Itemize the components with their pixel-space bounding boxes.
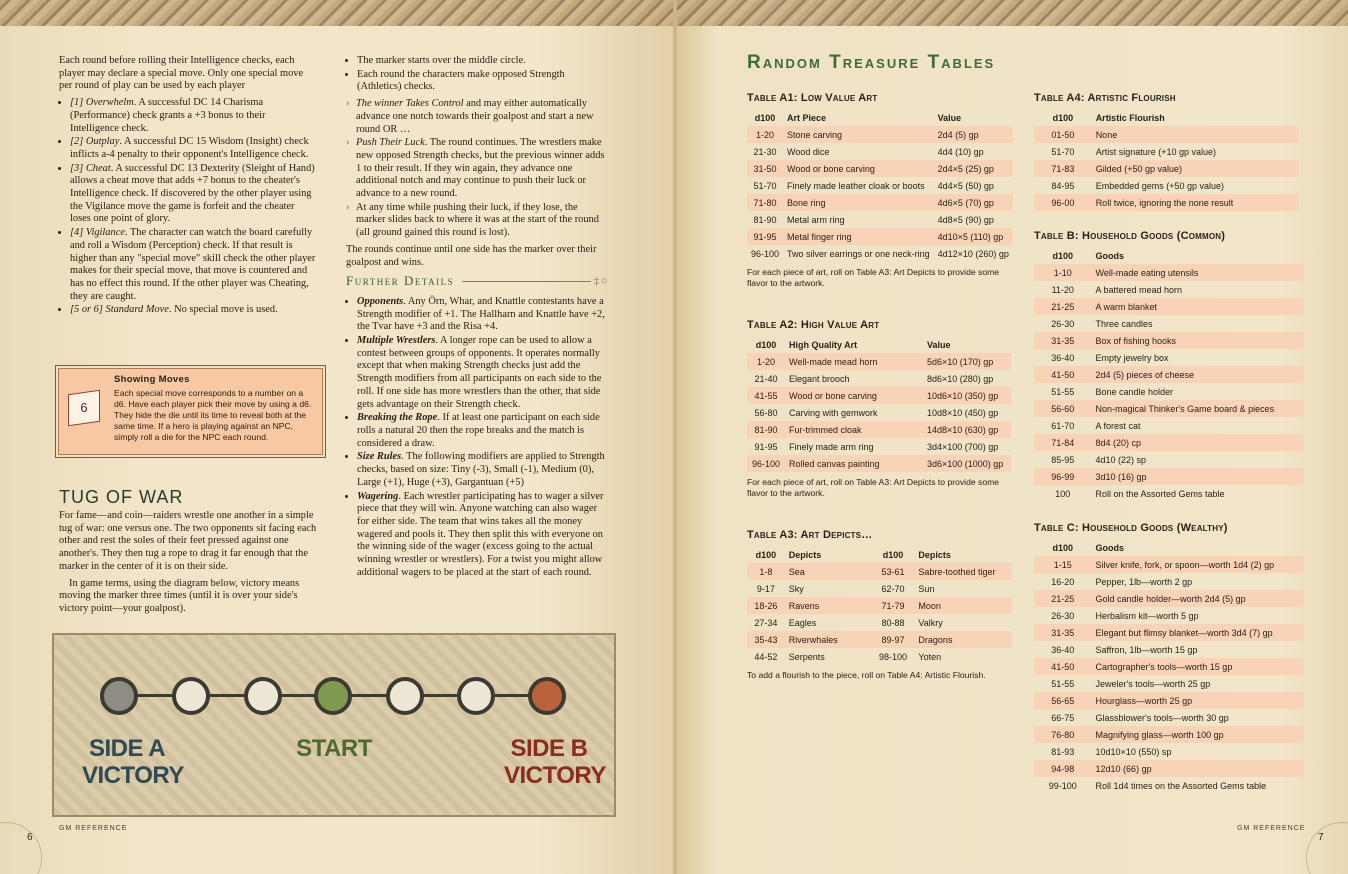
table-row bbox=[747, 455, 1011, 472]
notch-circle bbox=[386, 677, 424, 715]
table-cell: Gold candle holder—worth 2d4 (5) gp bbox=[1092, 590, 1304, 607]
table-cell: 56-65 bbox=[1034, 692, 1092, 709]
table-row bbox=[747, 421, 1011, 438]
knotwork-corner bbox=[1306, 822, 1348, 874]
table-cell: 10d8×10 (450) gp bbox=[927, 407, 999, 418]
table-row bbox=[1034, 726, 1304, 743]
table-row bbox=[747, 245, 1013, 262]
table-row bbox=[747, 438, 1011, 455]
table-title: Table C: Household Goods (Wealthy) bbox=[1034, 522, 1228, 534]
table-c bbox=[1034, 522, 1304, 794]
list-item: • [1] Overwhelm. A successful DC 14 Charisma (Performance) check grants a +3 bonus to their Intelligence check. bbox=[70, 97, 317, 135]
table-cell: 31-35 bbox=[1034, 624, 1092, 641]
table-cell: 4d4×5 (50) gp bbox=[937, 180, 994, 191]
table-a1 bbox=[747, 92, 1012, 289]
list-item: • Opponents. Any Örn, Whar, and Knattle contestants have a Strength modifier of +1. The Hallharn and Knattle have +2, the Tvar have +3 and the Risa +4. bbox=[357, 296, 609, 334]
table-header-row bbox=[1034, 539, 1304, 556]
table-cell: 66-75 bbox=[1051, 712, 1075, 723]
table-cell: Well-made mead horn bbox=[785, 353, 923, 370]
list-item: • Each round the characters make opposed Strength (Athletics) checks. bbox=[357, 69, 609, 94]
sidebar-title: Showing Moves bbox=[114, 374, 190, 385]
table-cell: Gilded (+50 gp value) bbox=[1092, 160, 1299, 177]
special-move-intro: Each round before rolling their Intelligence checks, each player may declare a special move. Only one special move per round of play can be used by each player bbox=[59, 55, 304, 92]
table-cell: Finely made arm ring bbox=[789, 441, 874, 452]
table-cell: Bone ring bbox=[783, 194, 934, 211]
tug-of-war-heading: TUG OF WAR bbox=[59, 487, 184, 507]
table-cell: 4d4 (10) gp bbox=[937, 146, 984, 157]
table-row bbox=[1034, 143, 1299, 160]
table-row bbox=[1034, 675, 1304, 692]
notch-circle bbox=[244, 677, 282, 715]
table bbox=[747, 546, 1012, 665]
table-row bbox=[1034, 658, 1304, 675]
table-cell: Cartographer's tools—worth 15 gp bbox=[1092, 658, 1304, 675]
column-header: High Quality Art bbox=[789, 339, 858, 350]
table-cell: 10d10×10 (550) sp bbox=[1095, 746, 1172, 757]
table-cell: Bone candle holder bbox=[1095, 386, 1174, 397]
table-cell: 4d6×5 (70) gp bbox=[934, 194, 1013, 211]
special-move-list bbox=[59, 97, 317, 317]
table bbox=[747, 109, 1013, 262]
table-row bbox=[1034, 590, 1304, 607]
table-cell: Glassblower's tools—worth 30 gp bbox=[1095, 712, 1229, 723]
table-row bbox=[747, 370, 1011, 387]
table-cell: 85-95 bbox=[1051, 454, 1075, 465]
table-note: For each piece of art, roll on Table A3: Art Depicts to provide some flavor to the artwork. bbox=[747, 477, 1000, 498]
table-cell: 21-25 bbox=[1034, 298, 1091, 315]
table-cell: 8d4 (20) cp bbox=[1091, 434, 1304, 451]
column-header: d100 bbox=[1052, 250, 1073, 261]
table-row bbox=[747, 143, 1013, 160]
table-cell: 51-55 bbox=[1051, 386, 1075, 397]
column-header: Art Piece bbox=[787, 112, 827, 123]
table-cell: 4d8×5 (90) gp bbox=[937, 214, 994, 225]
table-row bbox=[1034, 743, 1304, 760]
list-item: › At any time while pushing their luck, if they lose, the marker slides back to where it was at the start of the round (all ground gained this round is lost). bbox=[356, 202, 609, 240]
table-header-row bbox=[1034, 109, 1299, 126]
table-row bbox=[1034, 315, 1304, 332]
table-cell: Pepper, 1lb—worth 2 gp bbox=[1095, 576, 1193, 587]
table-row bbox=[747, 211, 1013, 228]
table-row bbox=[747, 194, 1013, 211]
table-cell: Two silver earrings or one neck-ring bbox=[787, 248, 930, 259]
table-row bbox=[1034, 281, 1304, 298]
table-row bbox=[1034, 417, 1304, 434]
table-cell: Embedded gems (+50 gp value) bbox=[1095, 180, 1225, 191]
showing-moves-sidebar bbox=[58, 368, 323, 455]
table-cell: Sun bbox=[918, 583, 935, 594]
table-cell: 96-99 bbox=[1034, 468, 1091, 485]
table-cell: 56-80 bbox=[754, 407, 778, 418]
table-cell: 1-8 bbox=[747, 563, 785, 580]
table-row bbox=[1034, 624, 1304, 641]
table-cell: 91-95 bbox=[754, 441, 778, 452]
knotwork-corner bbox=[0, 822, 42, 874]
table-cell: None bbox=[1092, 126, 1299, 143]
left-column-2 bbox=[346, 55, 609, 583]
list-item: • [2] Outplay. A successful DC 15 Wisdom (Insight) check inflicts a-4 penalty to their opponent's Intelligence check. bbox=[70, 136, 317, 161]
table-cell: 31-50 bbox=[747, 160, 783, 177]
table-row bbox=[747, 160, 1013, 177]
table-cell: 8d6×10 (280) gp bbox=[927, 373, 994, 384]
table-cell: Sea bbox=[785, 563, 872, 580]
table-row bbox=[747, 177, 1013, 194]
list-item: • Multiple Wrestlers. A longer rope can be used to allow a contest between groups of opponents. It operates normally except that when making Strength checks just add the Strength modifiers from all participants on each side to the roll. If one side has more wrestlers than the other, that side gets advantage on their Strength check. bbox=[357, 335, 609, 411]
table-cell: 11-20 bbox=[1051, 284, 1074, 295]
table-cell: 94-98 bbox=[1034, 760, 1092, 777]
table-cell: Riverwhales bbox=[785, 631, 872, 648]
table-cell: 36-40 bbox=[1051, 352, 1075, 363]
table-cell: 26-30 bbox=[1051, 610, 1075, 621]
table-row bbox=[1034, 641, 1304, 658]
table-row bbox=[1034, 434, 1304, 451]
table-cell: 99-100 bbox=[1048, 780, 1077, 791]
table-header-row bbox=[747, 109, 1013, 126]
d6-die-icon: 6 bbox=[68, 390, 100, 426]
page-number-right: 7 bbox=[1318, 832, 1324, 843]
table-cell: 96-00 bbox=[1034, 194, 1092, 211]
list-item: › The winner Takes Control and may either automatically advance one notch towards their goalpost and start a new round OR … bbox=[356, 98, 609, 136]
table-row bbox=[1034, 485, 1304, 502]
table-cell: Yoten bbox=[918, 651, 942, 662]
list-item: • [4] Vigilance. The character can watch the board carefully and roll a Wisdom (Perception) check. If that result is higher than any "special move" skill check the other player makes for their special move, that move is countered and has no effect this round. If the other player was Cheating, they are caught. bbox=[70, 227, 317, 303]
table-cell: Stone carving bbox=[783, 126, 934, 143]
table-cell: Saffron, 1lb—worth 15 gp bbox=[1095, 644, 1198, 655]
table-row bbox=[747, 580, 1012, 597]
table-cell: 96-100 bbox=[747, 455, 785, 472]
table-cell: 2d4 (5) gp bbox=[934, 126, 1013, 143]
table-title: Table B: Household Goods (Common) bbox=[1034, 230, 1226, 242]
table-title: Table A2: High Value Art bbox=[747, 319, 880, 331]
page-number-left: 6 bbox=[27, 832, 33, 843]
table-cell: Eagles bbox=[788, 617, 817, 628]
column-header: Artistic Flourish bbox=[1095, 112, 1165, 123]
table-cell: Elegant brooch bbox=[789, 373, 850, 384]
table-row bbox=[747, 563, 1012, 580]
table-row bbox=[1034, 607, 1304, 624]
table-cell: 1-15 bbox=[1034, 556, 1092, 573]
table-cell: Sabre-toothed tiger bbox=[914, 563, 1012, 580]
table-cell: 10d6×10 (350) gp bbox=[923, 387, 1011, 404]
list-item: • Wagering. Each wrestler participating has to wager a silver piece that they will win. Anyone watching can also wager for either side. The team that wins takes all the money wagered and pools it. They then split this with everyone on the winning side of the wager (excess going to the actual winning wrestler or wrestlers). For a twist you might allow additional wagers to be placed at the start of each round. bbox=[357, 491, 609, 580]
table-cell: 5d6×10 (170) gp bbox=[923, 353, 1011, 370]
table-row bbox=[747, 597, 1012, 614]
side-a-label: SIDE A VICTORY bbox=[82, 735, 184, 789]
table-header-row bbox=[747, 546, 1012, 563]
paragraph: The rounds continue until one side has the marker over their goalpost and wins. bbox=[346, 243, 597, 268]
table-cell: 71-84 bbox=[1034, 434, 1091, 451]
table-cell: 2d4 (5) pieces of cheese bbox=[1091, 366, 1304, 383]
start-circle bbox=[314, 677, 352, 715]
table-row bbox=[1034, 573, 1304, 590]
table-cell: 41-55 bbox=[747, 387, 785, 404]
table-cell: A warm blanket bbox=[1091, 298, 1304, 315]
table-cell: 31-35 bbox=[1034, 332, 1091, 349]
table-cell: Sky bbox=[788, 583, 804, 594]
table-row bbox=[1034, 692, 1304, 709]
table-cell: 71-79 bbox=[872, 597, 915, 614]
table-row bbox=[747, 126, 1013, 143]
table-cell: 41-50 bbox=[1034, 658, 1092, 675]
table-cell: 71-80 bbox=[747, 194, 783, 211]
tug-of-war-diagram bbox=[52, 633, 616, 817]
table-cell: 01-50 bbox=[1034, 126, 1092, 143]
table-cell: A forest cat bbox=[1095, 420, 1141, 431]
column-header: d100 bbox=[754, 112, 776, 123]
knotwork-border bbox=[677, 0, 1348, 26]
table-cell: Carving with gemwork bbox=[789, 407, 878, 418]
table-cell: Empty jewelry box bbox=[1095, 352, 1169, 363]
table-cell: 56-60 bbox=[1034, 400, 1091, 417]
list-item: • Size Rules. The following modifiers are applied to Strength checks, based on size: Tiny (-3), Small (-1), Medium (0), Large (+1), Huge (+3), Gargantuan (+5) bbox=[357, 451, 609, 489]
table-cell: 4d10×5 (110) gp bbox=[934, 228, 1013, 245]
sidebar-body: Each special move corresponds to a number on a d6. Have each player pick their move by using a d6. They hide the die until its time to reveal both at the same time. If a hero is playing against an NPC, simply roll a die for the NPC each round. bbox=[114, 388, 312, 442]
table-row bbox=[1034, 451, 1304, 468]
column-header: d100 bbox=[755, 549, 777, 560]
list-item: › Push Their Luck. The round continues. The wrestlers make new opposed Strength checks, but the previous winner adds 1 to their result. If they win again, they advance one additional notch and may continue to push their luck or advance to a new round. bbox=[356, 137, 609, 201]
table-note: For each piece of art, roll on Table A3: Art Depicts to provide some flavor to the artwork. bbox=[747, 267, 1000, 288]
further-details-list bbox=[346, 296, 609, 579]
table bbox=[1034, 109, 1299, 211]
table-cell: 91-95 bbox=[747, 228, 783, 245]
table-cell: 71-83 bbox=[1034, 160, 1092, 177]
knotwork-border bbox=[0, 0, 673, 26]
table-cell: 3d4×100 (700) gp bbox=[927, 441, 999, 452]
table-cell: 1-10 bbox=[1034, 264, 1091, 281]
table-row bbox=[1034, 298, 1304, 315]
table-cell: Wood or bone carving bbox=[785, 387, 923, 404]
table-row bbox=[747, 387, 1011, 404]
table-cell: Silver knife, fork, or spoon—worth 1d4 (2) gp bbox=[1092, 556, 1304, 573]
table-cell: Ravens bbox=[785, 597, 872, 614]
list-item: • [3] Cheat. A successful DC 13 Dexterity (Sleight of Hand) allows a cheat move that adds +7 bonus to the cheater's Intelligence check. If discovered by the other player using the Vigilance move the game is forfeit and the cheater loses one point of glory. bbox=[70, 163, 317, 227]
table-cell: 21-25 bbox=[1034, 590, 1092, 607]
rules-list bbox=[346, 55, 609, 94]
tug-of-war-intro bbox=[59, 510, 319, 620]
table-cell: Roll on the Assorted Gems table bbox=[1095, 488, 1225, 499]
table-cell: 84-95 bbox=[1051, 180, 1075, 191]
table-row bbox=[747, 404, 1011, 421]
table-row bbox=[1034, 709, 1304, 726]
table-row bbox=[1034, 177, 1299, 194]
further-details-heading: Further Details ‡○ bbox=[346, 273, 609, 289]
table-cell: Artist signature (+10 gp value) bbox=[1095, 146, 1217, 157]
table-cell: Box of fishing hooks bbox=[1091, 332, 1304, 349]
table-cell: 14d8×10 (630) gp bbox=[923, 421, 1011, 438]
table-cell: Finely made leather cloak or boots bbox=[787, 180, 925, 191]
table-cell: 2d4×5 (25) gp bbox=[934, 160, 1013, 177]
table-cell: Wood dice bbox=[787, 146, 830, 157]
table-cell: 4d10 (22) sp bbox=[1095, 454, 1147, 465]
goalpost-b-circle bbox=[528, 677, 566, 715]
table bbox=[747, 336, 1011, 472]
table-row bbox=[1034, 468, 1304, 485]
table-cell: 44-52 bbox=[754, 651, 778, 662]
table-cell: Roll 1d4 times on the Assorted Gems table bbox=[1095, 780, 1267, 791]
table-cell: 21-30 bbox=[753, 146, 777, 157]
table-cell: Well-made eating utensils bbox=[1091, 264, 1304, 281]
table-cell: Hourglass—worth 25 gp bbox=[1092, 692, 1304, 709]
column-header: d100 bbox=[1052, 542, 1074, 553]
table-cell: Roll twice, ignoring the none result bbox=[1092, 194, 1299, 211]
notch-circle bbox=[172, 677, 210, 715]
table bbox=[1034, 247, 1304, 502]
table-cell: 81-90 bbox=[747, 421, 785, 438]
table-cell: Serpents bbox=[788, 651, 825, 662]
table-b bbox=[1034, 230, 1304, 502]
table-cell: Elegant but flimsy blanket—worth 3d4 (7) gp bbox=[1092, 624, 1304, 641]
table-cell: 26-30 bbox=[1051, 318, 1075, 329]
table-row bbox=[1034, 194, 1299, 211]
table-cell: Moon bbox=[914, 597, 1012, 614]
table-cell: 1-20 bbox=[747, 126, 783, 143]
table-header-row bbox=[1034, 247, 1304, 264]
column-header: Goods bbox=[1095, 250, 1124, 261]
table-cell: A battered mead horn bbox=[1095, 284, 1183, 295]
table-cell: 18-26 bbox=[747, 597, 785, 614]
table-cell: 61-70 bbox=[1051, 420, 1075, 431]
table-row bbox=[747, 631, 1012, 648]
column-header: Value bbox=[927, 339, 951, 350]
column-header: Depicts bbox=[918, 549, 951, 560]
table-row bbox=[747, 228, 1013, 245]
table-row bbox=[1034, 760, 1304, 777]
table-cell: 98-100 bbox=[879, 651, 908, 662]
start-label: START bbox=[296, 735, 372, 762]
table-row bbox=[1034, 349, 1304, 366]
table-cell: 41-50 bbox=[1034, 366, 1091, 383]
paragraph: For fame—and coin—raiders wrestle one another in a simple tug of war: one versus one. The two opponents sit facing each other and rest the soles of their feet pressed against one another's. They then tug a rope to drag it far enough that the marker in the center of it is on their side. bbox=[59, 510, 317, 572]
list-item: • [5 or 6] Standard Move. No special move is used. bbox=[70, 304, 317, 317]
table-cell: 81-93 bbox=[1051, 746, 1075, 757]
side-b-label: SIDE B VICTORY bbox=[504, 735, 606, 789]
table-title: Table A4: Artistic Flourish bbox=[1034, 92, 1176, 104]
column-header: Depicts bbox=[788, 549, 822, 560]
table-cell: 21-40 bbox=[754, 373, 778, 384]
table-cell: Non-magical Thinker's Game board & pieces bbox=[1091, 400, 1304, 417]
table-a3 bbox=[747, 529, 1012, 681]
table-row bbox=[1034, 160, 1299, 177]
notch-circle bbox=[457, 677, 495, 715]
table-note: To add a flourish to the piece, roll on Table A4: Artistic Flourish. bbox=[747, 670, 986, 680]
table-row bbox=[747, 614, 1012, 631]
column-header: d100 bbox=[1052, 112, 1074, 123]
table-cell: 27-34 bbox=[754, 617, 778, 628]
table-row bbox=[1034, 332, 1304, 349]
paragraph: In game terms, using the diagram below, victory means moving the marker three times (until it is over your side's victory point—your goalpost). bbox=[59, 577, 300, 614]
round-options-list bbox=[346, 98, 609, 240]
table-row bbox=[1034, 777, 1304, 794]
table-row bbox=[1034, 383, 1304, 400]
table-cell: 12d10 (66) gp bbox=[1092, 760, 1304, 777]
table-cell: Metal arm ring bbox=[787, 214, 845, 225]
table-cell: 100 bbox=[1055, 488, 1071, 499]
table-cell: 76-80 bbox=[1034, 726, 1092, 743]
table-row bbox=[1034, 366, 1304, 383]
table-title: Table A3: Art Depicts… bbox=[747, 529, 873, 541]
table-cell: 3d10 (16) gp bbox=[1091, 468, 1304, 485]
table-cell: 9-17 bbox=[756, 583, 775, 594]
table-row bbox=[747, 353, 1011, 370]
table-cell: 51-55 bbox=[1051, 678, 1075, 689]
table-cell: 89-97 bbox=[872, 631, 915, 648]
table-cell: 1-20 bbox=[747, 353, 785, 370]
table-cell: 51-70 bbox=[753, 180, 777, 191]
goalpost-a-circle bbox=[100, 677, 138, 715]
list-item: • Breaking the Rope. If at least one participant on each side rolls a natural 20 then the rope breaks and the match is considered a draw. bbox=[357, 412, 609, 450]
knot-ornament-icon: ‡○ bbox=[593, 275, 609, 288]
column-header: d100 bbox=[755, 339, 777, 350]
running-header-left: GM REFERENCE bbox=[59, 825, 128, 832]
table-cell: Fur-trimmed cloak bbox=[785, 421, 923, 438]
table-cell: 3d6×100 (1000) gp bbox=[923, 455, 1011, 472]
table-cell: Three candles bbox=[1095, 318, 1153, 329]
table-cell: 36-40 bbox=[1051, 644, 1075, 655]
table-cell: Valkry bbox=[918, 617, 943, 628]
table-a2 bbox=[747, 319, 1012, 499]
table-a4 bbox=[1034, 92, 1299, 211]
table-cell: Dragons bbox=[914, 631, 1012, 648]
table-cell: Magnifying glass—worth 100 gp bbox=[1092, 726, 1304, 743]
table-row bbox=[1034, 264, 1304, 281]
table-cell: 81-90 bbox=[753, 214, 777, 225]
column-header: Value bbox=[937, 112, 962, 123]
table-row bbox=[1034, 400, 1304, 417]
table-header-row bbox=[747, 336, 1011, 353]
list-item: • The marker starts over the middle circle. bbox=[357, 55, 609, 68]
table-cell: 35-43 bbox=[747, 631, 785, 648]
left-column-1 bbox=[59, 55, 317, 321]
table-cell: 80-88 bbox=[881, 617, 905, 628]
column-header: d100 bbox=[882, 549, 904, 560]
table-cell: Metal finger ring bbox=[783, 228, 934, 245]
table-cell: 62-70 bbox=[881, 583, 905, 594]
table-cell: 96-100 bbox=[751, 248, 780, 259]
table-cell: Jeweler's tools—worth 25 gp bbox=[1095, 678, 1211, 689]
table-cell: 16-20 bbox=[1051, 576, 1075, 587]
column-header: Goods bbox=[1095, 542, 1125, 553]
page-title: Random Treasure Tables bbox=[747, 52, 996, 73]
table-cell: 4d12×10 (260) gp bbox=[937, 248, 1009, 259]
table-cell: Wood or bone carving bbox=[783, 160, 934, 177]
table-cell: 53-61 bbox=[872, 563, 915, 580]
table-row bbox=[1034, 126, 1299, 143]
table-title: Table A1: Low Value Art bbox=[747, 92, 878, 104]
table-cell: Herbalism kit—worth 5 gp bbox=[1095, 610, 1199, 621]
running-header-right: GM REFERENCE bbox=[1237, 825, 1306, 832]
table bbox=[1034, 539, 1304, 794]
table-cell: Rolled canvas painting bbox=[785, 455, 923, 472]
table-row bbox=[1034, 556, 1304, 573]
table-row bbox=[747, 648, 1012, 665]
table-cell: 51-70 bbox=[1051, 146, 1075, 157]
